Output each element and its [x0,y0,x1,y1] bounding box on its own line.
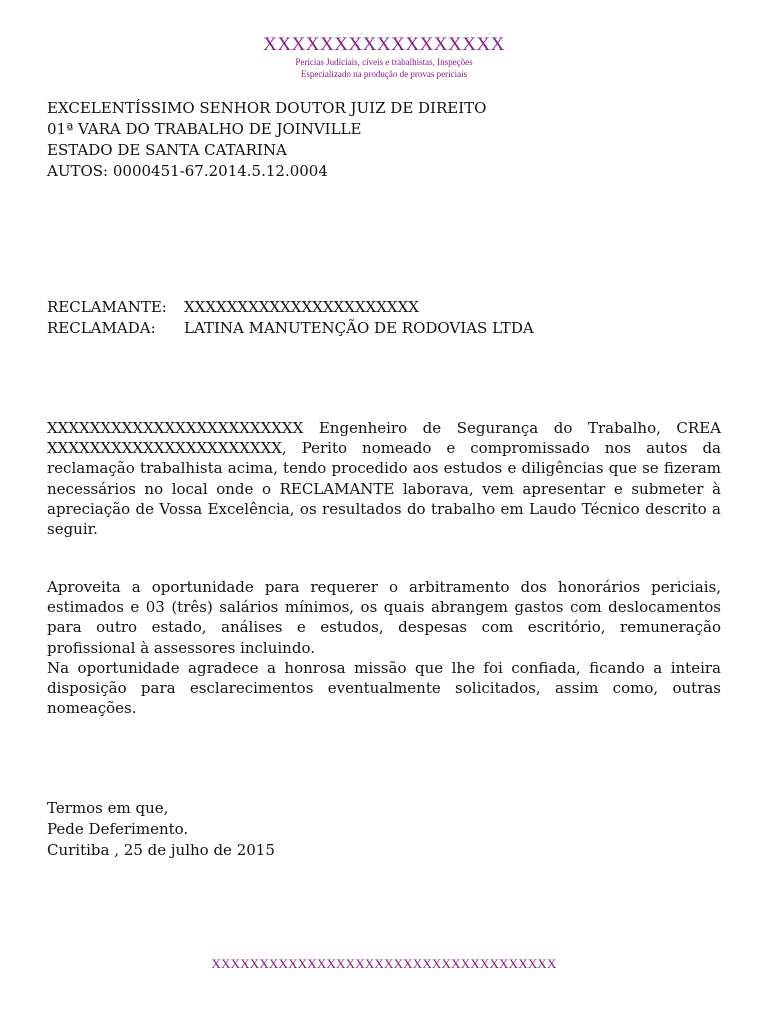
footer-text: XXXXXXXXXXXXXXXXXXXXXXXXXXXXXXXXXXXX [211,956,557,971]
letterhead-tagline: Especializado na produção de provas periciais [300,69,468,79]
body-paragraph-fees: Aproveita a oportunidade para requerer o arbitramento dos honorários periciais, estimados e 03 (três) salários mínimos, os quais abrangem gastos com deslocamentos para outro estado, análises e estudos, despesas com escritório, remuneração profissional à assessores incluindo. [47,578,721,657]
closing-request: Pede Deferimento. [47,820,189,838]
letterhead-name: XXXXXXXXXXXXXXXXX [263,34,505,55]
body-paragraph-intro: XXXXXXXXXXXXXXXXXXXXXXXX Engenheiro de Segurança do Trabalho, CREA XXXXXXXXXXXXXXXXXXXXXX, Perito nomeado e compromissado nos autos da reclamação trabalhista acima, tendo procedido aos estudos e diligências que se fizeram necessários no local onde o RECLAMANTE laborava, vem apresentar e submeter à apreciação de Vossa Excelência, os resultados do trabalho em Laudo Técnico descrito a seguir. [47,419,721,539]
reclamada-label: RECLAMADA: [47,319,156,337]
parties-block [47,297,534,339]
reclamante-value: XXXXXXXXXXXXXXXXXXXXXX [184,298,419,316]
body-paragraph-thanks: Na oportunidade agradece a honrosa missão que lhe foi confiada, ficando a inteira disposição para esclarecimentos eventualmente solicitados, assim como, outras nomeações. [47,658,721,718]
reclamante-label: RECLAMANTE: [47,298,167,316]
body-paragraphs-fees [47,577,721,718]
closing-block [47,798,275,861]
case-number: AUTOS: 0000451-67.2014.5.12.0004 [47,162,328,180]
closing-place-date: Curitiba , 25 de julho de 2015 [47,841,275,859]
reclamante-row [47,297,534,318]
addressee-block [47,98,486,182]
letterhead-specialties: Perícias Judiciais, cíveis e trabalhistas, Inspeções [295,57,473,67]
reclamada-value: LATINA MANUTENÇÃO DE RODOVIAS LTDA [184,319,534,337]
reclamada-row [47,318,534,339]
state-line: ESTADO DE SANTA CATARINA [47,141,287,159]
addressee-line: EXCELENTÍSSIMO SENHOR DOUTOR JUIZ DE DIREITO [47,99,487,117]
letterhead [0,34,768,80]
court-line: 01ª VARA DO TRABALHO DE JOINVILLE [47,120,362,138]
closing-line: Termos em que, [47,799,169,817]
